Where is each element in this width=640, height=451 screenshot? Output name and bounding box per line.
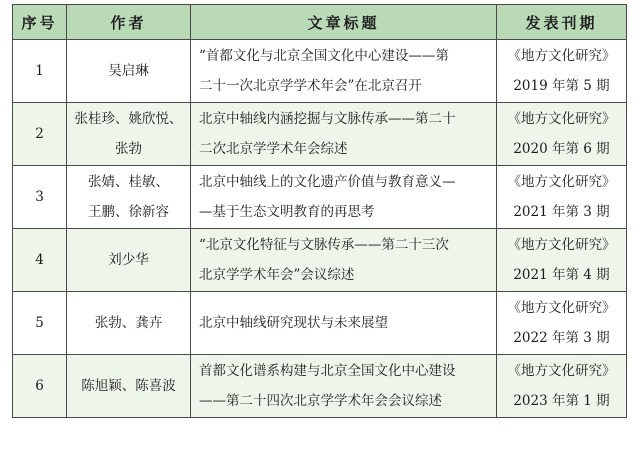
cell-index-line: 3 [35,189,44,205]
cell-index [13,166,67,229]
publication-table [12,4,627,418]
cell-index [13,103,67,166]
cell-publication-line: 2021 年第 4 期 [513,267,610,283]
header-author: 作者 [67,5,191,40]
table-row [13,292,627,355]
cell-title-line: —基于生态文明教育的再思考 [199,204,375,220]
cell-title-line: “北京文化特征与文脉传承——第二十三次 [199,237,449,253]
cell-publication-line: 《地方文化研究》 [507,174,616,190]
cell-title-line: 北京中轴线上的文化遗产价值与教育意义— [199,174,456,190]
cell-publication [497,40,627,103]
table-row [13,103,627,166]
cell-author [67,292,191,355]
table-row [13,166,627,229]
cell-title-line: 二十一次北京学学术年会”在北京召开 [199,78,422,94]
cell-publication-line: 《地方文化研究》 [507,237,616,253]
cell-title [191,40,497,103]
header-row [13,5,627,40]
header-index: 序号 [13,5,67,40]
cell-publication-line: 2020 年第 6 期 [513,141,610,157]
cell-title-line: 北京学学术年会”会议综述 [199,267,355,283]
cell-title [191,355,497,418]
cell-publication-line: 《地方文化研究》 [507,363,616,379]
cell-index [13,40,67,103]
cell-author [67,103,191,166]
cell-author [67,355,191,418]
cell-author-line: 王鹏、徐新容 [88,204,169,220]
cell-author-line: 张勃、龚卉 [94,315,163,331]
cell-author-line: 吴启琳 [108,63,149,79]
cell-index-line: 6 [35,378,44,394]
table-row [13,229,627,292]
cell-author [67,40,191,103]
header-title: 文章标题 [191,5,497,40]
cell-author-line: 张婧、桂敏、 [88,174,169,190]
cell-index [13,229,67,292]
cell-title-line: 北京中轴线研究现状与未来展望 [199,315,388,331]
cell-title-line: “首都文化与北京全国文化中心建设——第 [199,48,449,64]
cell-title-line: ——第二十四次北京学学术年会会议综述 [199,393,442,409]
table-row [13,355,627,418]
cell-publication [497,103,627,166]
cell-index-line: 2 [35,126,44,142]
cell-publication [497,292,627,355]
cell-title [191,292,497,355]
cell-author [67,166,191,229]
cell-publication [497,166,627,229]
cell-index [13,292,67,355]
table-container [12,4,627,418]
cell-author-line: 刘少华 [108,252,149,268]
cell-title [191,229,497,292]
cell-index-line: 5 [35,315,44,331]
cell-index-line: 4 [35,252,44,268]
cell-publication-line: 《地方文化研究》 [507,300,616,316]
cell-title-line: 二次北京学学术年会综述 [199,141,348,157]
cell-title [191,103,497,166]
cell-title-line: 北京中轴线内涵挖掘与文脉传承——第二十 [199,111,456,127]
cell-publication-line: 《地方文化研究》 [507,111,616,127]
cell-author-line: 张桂珍、姚欣悦、 [74,111,183,127]
cell-publication-line: 2022 年第 3 期 [513,330,610,346]
cell-author-line: 陈旭颖、陈喜波 [81,378,176,394]
cell-publication-line: 《地方文化研究》 [507,48,616,64]
table-row [13,40,627,103]
cell-publication [497,229,627,292]
cell-publication-line: 2019 年第 5 期 [513,78,610,94]
header-publication: 发表刊期 [497,5,627,40]
cell-author [67,229,191,292]
cell-publication-line: 2021 年第 3 期 [513,204,610,220]
cell-title [191,166,497,229]
cell-publication [497,355,627,418]
cell-index [13,355,67,418]
cell-index-line: 1 [35,63,44,79]
cell-author-line: 张勃 [115,141,142,157]
cell-title-line: 首都文化谱系构建与北京全国文化中心建设 [199,363,456,379]
cell-publication-line: 2023 年第 1 期 [513,393,610,409]
